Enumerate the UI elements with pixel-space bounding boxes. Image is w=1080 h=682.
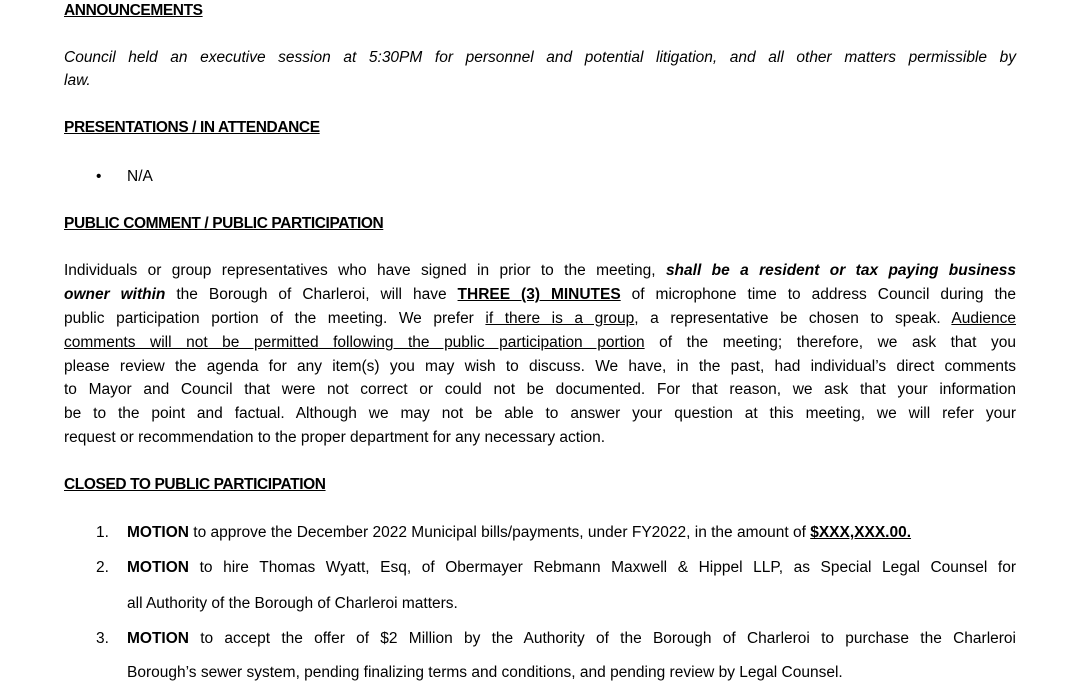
public-comment-line5: please review the agenda for any item(s) you may wish to discuss. We have, in the past, had individual’s direct comments xyxy=(64,358,1016,375)
underlined-run: if there is a group xyxy=(485,310,635,327)
text-run: of microphone time to address Council during the xyxy=(620,286,1017,303)
public-comment-heading: PUBLIC COMMENT / PUBLIC PARTICIPATION xyxy=(64,215,384,232)
bullet-icon: • xyxy=(96,168,102,185)
presentations-heading: PRESENTATIONS / IN ATTENDANCE xyxy=(64,119,320,136)
motion-2-line2: all Authority of the Borough of Charleroi matters. xyxy=(127,595,458,612)
underlined-run: Audience xyxy=(951,310,1016,327)
public-comment-line2 xyxy=(64,286,1016,304)
bold-italic-run: shall be a resident or tax paying business xyxy=(665,262,1016,279)
closed-heading: CLOSED TO PUBLIC PARTICIPATION xyxy=(64,476,326,493)
text-run: the Borough of Charleroi, will have xyxy=(165,286,458,303)
text-run: , a representative be chosen to speak. xyxy=(634,310,952,327)
motion-3-number: 3. xyxy=(96,630,109,647)
announcements-text-line1: Council held an executive session at 5:30PM for personnel and potential litigation, and all other matters permissible by xyxy=(64,49,1016,66)
presentations-bullet-text: N/A xyxy=(127,168,153,185)
public-comment-line3 xyxy=(64,310,1016,328)
text-run: of the meeting; therefore, we ask that you xyxy=(644,334,1017,351)
motion-3-line1 xyxy=(127,630,1016,648)
text-run: to hire Thomas Wyatt, Esq, of Obermayer Rebmann Maxwell & Hippel LLP, as Special Legal Counsel for xyxy=(189,559,1016,576)
text-run: to approve the December 2022 Municipal bills/payments, under FY2022, in the amount of xyxy=(189,524,811,541)
motion-3-line2: Borough’s sewer system, pending finalizing terms and conditions, and pending review by Legal Counsel. xyxy=(127,664,843,681)
motion-1-number: 1. xyxy=(96,524,109,541)
public-comment-line7: be to the point and factual. Although we may not be able to answer your question at this meeting, we will refer your xyxy=(64,405,1016,422)
motion-1-amount: $XXX,XXX.00. xyxy=(810,524,912,541)
underlined-run: comments will not be permitted following the public participation portion xyxy=(64,334,645,351)
motion-label: MOTION xyxy=(127,559,189,576)
public-comment-line1 xyxy=(64,262,1016,280)
motion-2-number: 2. xyxy=(96,559,109,576)
announcements-text-line2: law. xyxy=(64,72,91,89)
text-run: to accept the offer of $2 Million by the Authority of the Borough of Charleroi to purchase the Charleroi xyxy=(189,630,1016,647)
public-comment-line6: to Mayor and Council that were not correct or could not be documented. For that reason, we ask that your information xyxy=(64,381,1016,398)
text-run: Individuals or group representatives who have signed in prior to the meeting, xyxy=(64,262,666,279)
motion-1-text xyxy=(127,524,1016,542)
motion-2-line1 xyxy=(127,559,1016,577)
announcements-heading: ANNOUNCEMENTS xyxy=(64,2,203,19)
motion-label: MOTION xyxy=(127,524,189,541)
text-run: public participation portion of the meeting. We prefer xyxy=(64,310,486,327)
public-comment-line8: request or recommendation to the proper department for any necessary action. xyxy=(64,429,606,446)
three-minutes-emphasis: THREE (3) MINUTES xyxy=(457,286,621,303)
bold-italic-run: owner within xyxy=(64,286,166,303)
public-comment-line4 xyxy=(64,334,1016,352)
motion-label: MOTION xyxy=(127,630,189,647)
